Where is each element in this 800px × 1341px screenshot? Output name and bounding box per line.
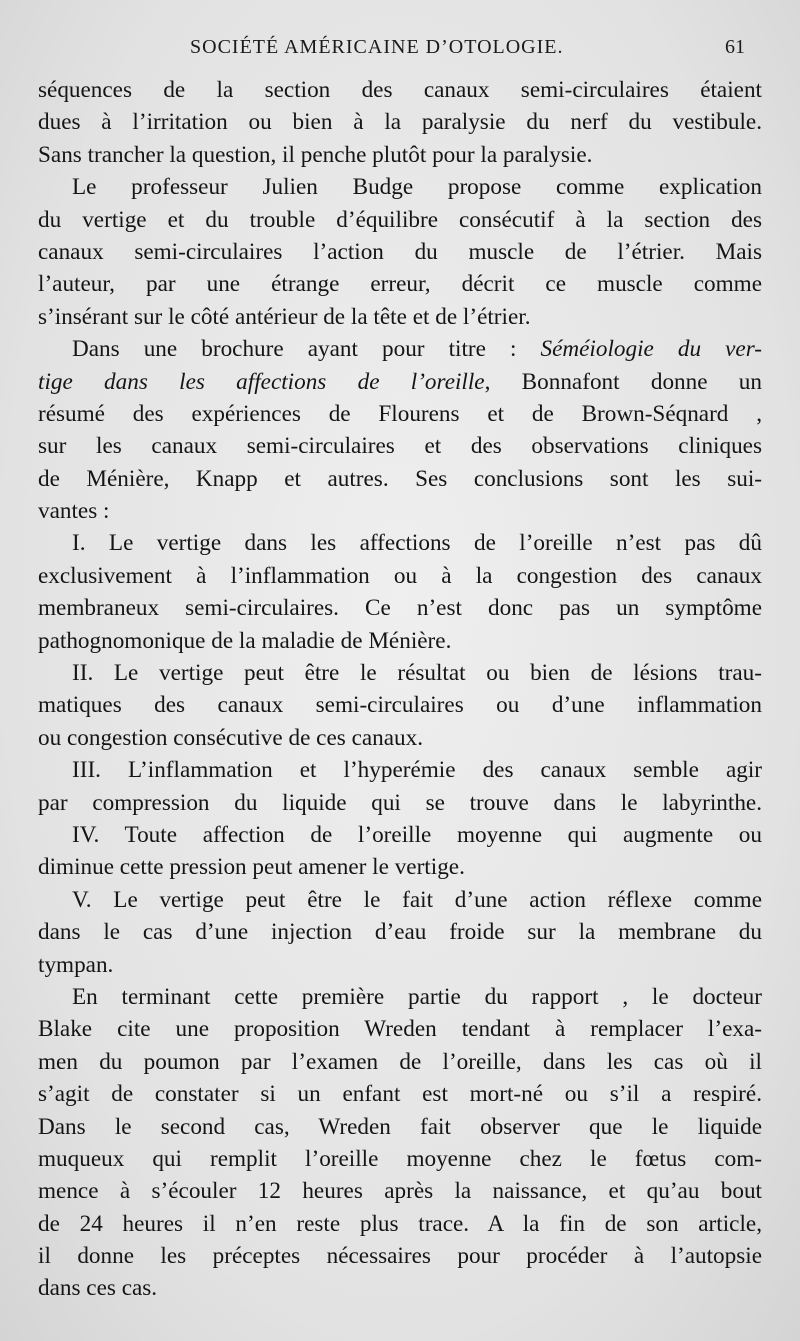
body-text xyxy=(38,74,762,1305)
text-line: III. L’inflammation et l’hyperémie des canaux semble agir xyxy=(72,757,762,784)
text-line: muqueux qui remplit l’oreille moyenne chez le fœtus com- xyxy=(38,1145,762,1172)
text-line: Sans trancher la question, il penche plutôt pour la paralysie. xyxy=(38,141,593,168)
text-line: II. Le vertige peut être le résultat ou bien de lésions trau- xyxy=(72,660,762,687)
text-line: men du poumon par l’examen de l’oreille, dans les cas où il xyxy=(38,1048,762,1075)
text-line: mence à s’écouler 12 heures après la naissance, et qu’au bout xyxy=(38,1178,762,1205)
text-line: Le professeur Julien Budge propose comme explication xyxy=(72,174,762,201)
text-line: sur les canaux semi-circulaires et des observations cliniques xyxy=(38,433,762,460)
running-title: SOCIÉTÉ AMÉRICAINE D’OTOLOGIE. xyxy=(190,36,564,58)
text-line: par compression du liquide qui se trouve dans le labyrinthe. xyxy=(38,789,762,816)
text-line: tympan. xyxy=(38,951,114,978)
text-line: matiques des canaux semi-circulaires ou d’une inflammation xyxy=(38,692,762,719)
text-line: dues à l’irritation ou bien à la paralysie du nerf du vestibule. xyxy=(38,109,762,136)
text-line xyxy=(38,366,762,398)
text-line: pathognomonique de la maladie de Ménière. xyxy=(38,627,452,654)
text-line: de 24 heures il n’en reste plus trace. A la fin de son article, xyxy=(38,1210,762,1237)
text-line: il donne les préceptes nécessaires pour procéder à l’autopsie xyxy=(38,1243,762,1270)
text-line: dans le cas d’une injection d’eau froide sur la membrane du xyxy=(38,919,762,946)
text-line: membraneux semi-circulaires. Ce n’est donc pas un symptôme xyxy=(38,595,762,622)
text-line: V. Le vertige peut être le fait d’une action réflexe comme xyxy=(72,886,762,913)
text-line: vantes : xyxy=(38,498,110,525)
text-line: En terminant cette première partie du rapport , le docteur xyxy=(72,983,762,1010)
text-line: séquences de la section des canaux semi-circulaires étaient xyxy=(38,77,762,103)
book-title-italic: Séméiologie du ver- xyxy=(540,336,763,363)
text-line: exclusivement à l’inflammation ou à la congestion des canaux xyxy=(38,562,762,589)
text-line: dans ces cas. xyxy=(38,1275,158,1302)
text-run: Dans une brochure ayant pour titre : xyxy=(72,336,517,363)
book-title-italic: tige dans les affections de l’oreille xyxy=(38,368,485,395)
page-number: 61 xyxy=(725,36,745,58)
text-line: s’agit de constater si un enfant est mort-né ou s’il a respiré. xyxy=(38,1081,762,1108)
text-run: , Bonnafont donne un xyxy=(484,368,762,395)
page-header xyxy=(0,36,800,66)
text-line: ou congestion consécutive de ces canaux. xyxy=(38,724,424,751)
text-line: Blake cite une proposition Wreden tendant à remplacer l’exa- xyxy=(38,1016,762,1043)
text-line: diminue cette pression peut amener le vertige. xyxy=(38,854,465,881)
text-line: I. Le vertige dans les affections de l’oreille n’est pas dû xyxy=(72,530,762,557)
text-line: IV. Toute affection de l’oreille moyenne qui augmente ou xyxy=(72,821,762,848)
text-line: l’auteur, par une étrange erreur, décrit ce muscle comme xyxy=(38,271,762,298)
text-line: canaux semi-circulaires l’action du muscle de l’étrier. Mais xyxy=(38,238,762,265)
text-line: s’insérant sur le côté antérieur de la tête et de l’étrier. xyxy=(38,303,531,330)
text-line xyxy=(38,333,762,365)
text-line: résumé des expériences de Flourens et de Brown-Séqnard , xyxy=(38,400,762,427)
text-line: Dans le second cas, Wreden fait observer que le liquide xyxy=(38,1113,762,1140)
text-line: de Ménière, Knapp et autres. Ses conclusions sont les sui- xyxy=(38,465,762,492)
text-line: du vertige et du trouble d’équilibre consécutif à la section des xyxy=(38,206,762,233)
